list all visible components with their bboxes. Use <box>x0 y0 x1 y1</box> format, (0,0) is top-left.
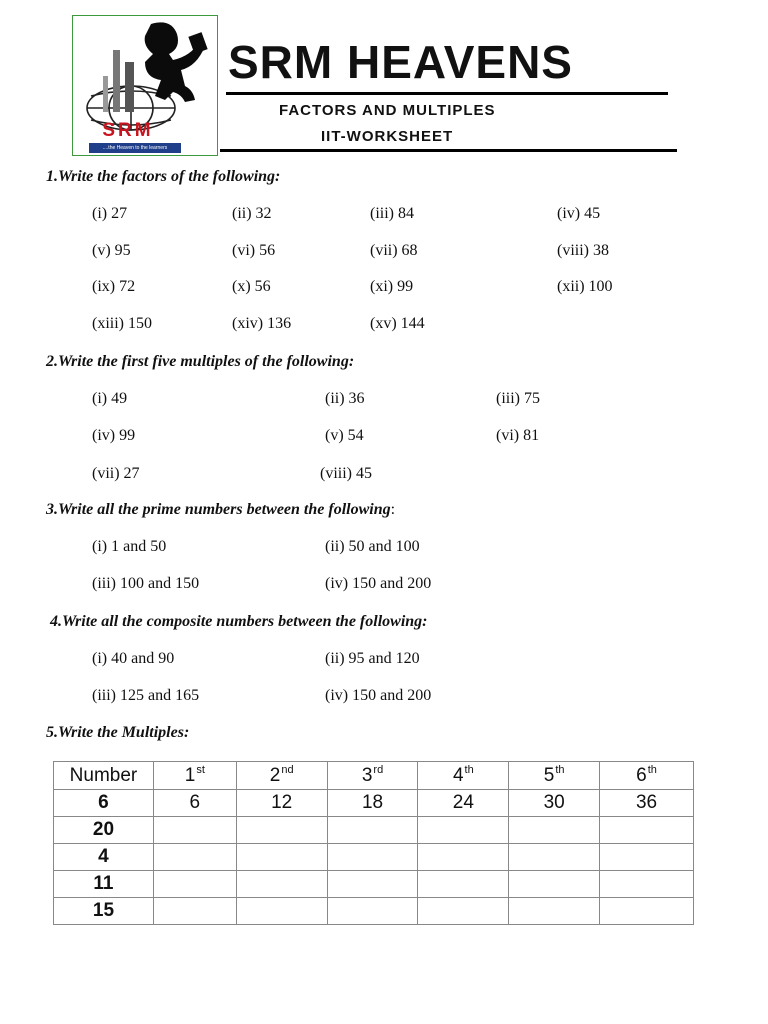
table-cell[interactable] <box>327 898 418 925</box>
q2-item: (vi) 81 <box>496 427 540 444</box>
q1-item: (v) 95 <box>92 242 131 259</box>
table-cell: 30 <box>509 790 600 817</box>
q4-item: (iv) 150 and 200 <box>325 687 432 704</box>
table-cell[interactable] <box>327 817 418 844</box>
q3-item: (i) 1 and 50 <box>92 538 167 555</box>
q1-item: (ii) 32 <box>232 205 272 222</box>
q1-item: (viii) 38 <box>557 242 609 259</box>
table-header-row <box>54 762 694 790</box>
header-rule-top <box>226 92 668 95</box>
header-rule-bottom <box>220 149 677 152</box>
table-header-cell: 4th <box>418 762 509 790</box>
table-header-cell: 1st <box>153 762 236 790</box>
table-cell[interactable] <box>418 871 509 898</box>
table-cell[interactable] <box>153 898 236 925</box>
table-row <box>54 898 694 925</box>
table-cell[interactable] <box>236 844 327 871</box>
table-cell[interactable] <box>327 871 418 898</box>
table-cell[interactable] <box>600 871 694 898</box>
table-row-number: 11 <box>54 871 154 898</box>
table-cell[interactable] <box>509 844 600 871</box>
table-cell: 24 <box>418 790 509 817</box>
q3-item: (iii) 100 and 150 <box>92 575 200 592</box>
school-name: SRM HEAVENS <box>228 36 573 88</box>
question-1-heading: 1.Write the factors of the following: <box>46 168 281 185</box>
table-cell[interactable] <box>600 817 694 844</box>
table-cell[interactable] <box>236 817 327 844</box>
table-cell[interactable] <box>600 898 694 925</box>
table-header-label: Number <box>54 762 154 790</box>
question-5-heading: 5.Write the Multiples: <box>46 724 190 741</box>
q1-item: (vi) 56 <box>232 242 276 259</box>
q4-item: (i) 40 and 90 <box>92 650 175 667</box>
q1-item: (xv) 144 <box>370 315 425 332</box>
q3-heading-text: 3.Write all the prime numbers between the following <box>46 501 391 518</box>
multiples-table <box>53 761 694 925</box>
question-2-heading: 2.Write the first five multiples of the following: <box>46 353 355 370</box>
table-cell[interactable] <box>236 898 327 925</box>
q1-item: (vii) 68 <box>370 242 418 259</box>
q1-item: (ix) 72 <box>92 278 136 295</box>
table-cell[interactable] <box>327 844 418 871</box>
table-cell[interactable] <box>418 817 509 844</box>
q2-item: (v) 54 <box>325 427 364 444</box>
table-cell: 12 <box>236 790 327 817</box>
q1-item: (iv) 45 <box>557 205 601 222</box>
q1-item: (iii) 84 <box>370 205 414 222</box>
table-cell[interactable] <box>153 844 236 871</box>
q1-item: (i) 27 <box>92 205 128 222</box>
table-row-number: 6 <box>54 790 154 817</box>
q1-item: (xiv) 136 <box>232 315 292 332</box>
table-row-number: 4 <box>54 844 154 871</box>
table-cell[interactable] <box>418 844 509 871</box>
q2-item: (iii) 75 <box>496 390 540 407</box>
table-cell[interactable] <box>418 898 509 925</box>
table-cell[interactable] <box>600 844 694 871</box>
table-header-cell: 3rd <box>327 762 418 790</box>
table-row-number: 20 <box>54 817 154 844</box>
q1-item: (xi) 99 <box>370 278 414 295</box>
q2-item: (iv) 99 <box>92 427 136 444</box>
table-cell: 6 <box>153 790 236 817</box>
q1-item: (xiii) 150 <box>92 315 152 332</box>
table-cell[interactable] <box>153 871 236 898</box>
q3-item: (iv) 150 and 200 <box>325 575 432 592</box>
q2-item: (i) 49 <box>92 390 128 407</box>
table-cell[interactable] <box>509 817 600 844</box>
table-cell: 36 <box>600 790 694 817</box>
q1-item: (xii) 100 <box>557 278 613 295</box>
q4-item: (ii) 95 and 120 <box>325 650 420 667</box>
table-header-cell: 2nd <box>236 762 327 790</box>
q1-item: (x) 56 <box>232 278 271 295</box>
table-row <box>54 817 694 844</box>
logo-wordmark: SRM <box>102 120 154 141</box>
school-logo <box>72 15 218 156</box>
question-3-heading <box>46 501 395 519</box>
q3-heading-colon: : <box>390 501 396 518</box>
table-header-cell: 6th <box>600 762 694 790</box>
q2-item: (vii) 27 <box>92 465 140 482</box>
table-row <box>54 871 694 898</box>
table-cell[interactable] <box>236 871 327 898</box>
q2-item: (viii) 45 <box>320 465 372 482</box>
table-row-number: 15 <box>54 898 154 925</box>
logo-tagline: ....the Heaven to the learners <box>89 143 181 153</box>
table-cell[interactable] <box>509 898 600 925</box>
table-cell[interactable] <box>153 817 236 844</box>
worksheet-title: FACTORS AND MULTIPLES <box>279 102 496 119</box>
table-row <box>54 790 694 817</box>
table-cell: 18 <box>327 790 418 817</box>
table-header-cell: 5th <box>509 762 600 790</box>
q3-item: (ii) 50 and 100 <box>325 538 420 555</box>
question-4-heading: 4.Write all the composite numbers between the following: <box>50 613 428 630</box>
worksheet-subtitle: IIT-WORKSHEET <box>321 128 454 145</box>
q2-item: (ii) 36 <box>325 390 365 407</box>
table-cell[interactable] <box>509 871 600 898</box>
q4-item: (iii) 125 and 165 <box>92 687 200 704</box>
table-row <box>54 844 694 871</box>
